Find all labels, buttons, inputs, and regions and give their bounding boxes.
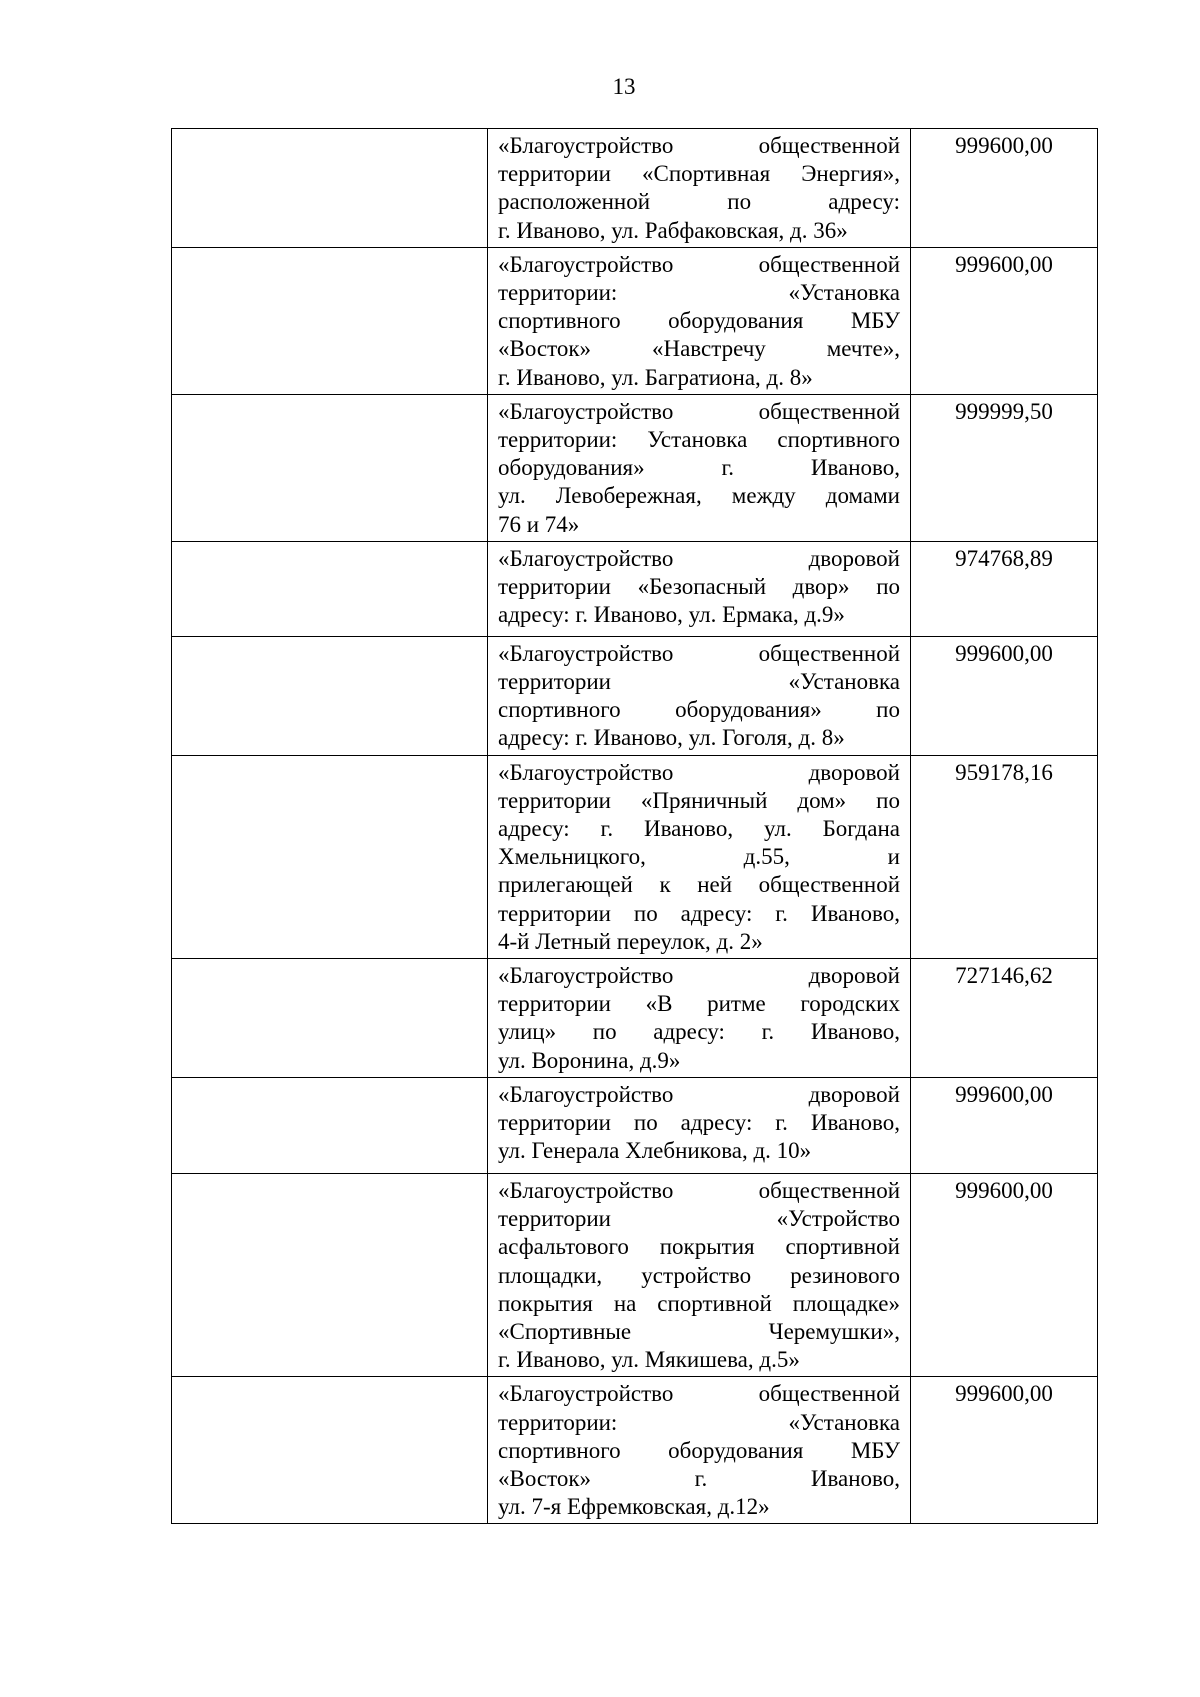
description-line: «Восток» «Навстречу мечте», [498, 336, 900, 362]
description-cell [488, 394, 911, 541]
description-line: г. Иваново, ул. Мякишева, д.5» [498, 1347, 800, 1373]
table-row [172, 1377, 1098, 1524]
description-line: адресу: г. Иваново, ул. Ермака, д.9» [498, 602, 845, 628]
table-row [172, 636, 1098, 755]
description-line: «Благоустройство дворовой [498, 963, 900, 989]
description-line: «Благоустройство общественной [498, 133, 900, 158]
description-line: «Благоустройство дворовой [498, 1081, 900, 1107]
table-row [172, 755, 1098, 958]
empty-cell [172, 959, 488, 1078]
description-cell [488, 636, 911, 755]
description-line: площадки, устройство резинового [498, 1262, 900, 1288]
description-line: оборудования» г. Иваново, [498, 455, 900, 481]
description-line: территории «В ритме городских [498, 991, 900, 1017]
amount-cell: 999600,00 [911, 1377, 1098, 1524]
description-cell [488, 129, 911, 248]
description-line: ул. 7-я Ефремковская, д.12» [498, 1494, 770, 1520]
table-row [172, 1077, 1098, 1173]
description-line: территории «Спортивная Энергия», [498, 161, 900, 187]
description-line: территории «Пряничный дом» по [498, 787, 900, 813]
description-line: расположенной по адресу: [498, 189, 900, 215]
description-line: территории: «Установка [498, 280, 900, 306]
amount-cell: 959178,16 [911, 755, 1098, 958]
amount-cell: 974768,89 [911, 541, 1098, 636]
description-line: «Благоустройство дворовой [498, 759, 900, 785]
empty-cell [172, 755, 488, 958]
empty-cell [172, 541, 488, 636]
description-line: прилегающей к ней общественной [498, 872, 900, 898]
description-line: «Благоустройство общественной [498, 251, 900, 277]
page-number: 13 [612, 74, 636, 99]
description-line: «Благоустройство общественной [498, 1177, 900, 1203]
table-row [172, 394, 1098, 541]
description-cell [488, 541, 911, 636]
description-line: г. Иваново, ул. Багратиона, д. 8» [498, 364, 813, 390]
description-line: Хмельницкого, д.55, и [498, 844, 900, 870]
description-line: территории по адресу: г. Иваново, [498, 1110, 900, 1136]
description-line: территории: Установка спортивного [498, 427, 900, 453]
amount-cell: 999600,00 [911, 1173, 1098, 1376]
table-row [172, 541, 1098, 636]
empty-cell [172, 1173, 488, 1376]
description-line: асфальтового покрытия спортивной [498, 1234, 900, 1260]
description-line: «Спортивные Черемушки», [498, 1318, 900, 1344]
empty-cell [172, 1077, 488, 1173]
description-line: спортивного оборудования МБУ [498, 1437, 900, 1463]
amount-cell: 999600,00 [911, 247, 1098, 394]
description-line: 4-й Летный переулок, д. 2» [498, 928, 763, 954]
description-cell [488, 247, 911, 394]
empty-cell [172, 1377, 488, 1524]
description-line: ул. Воронина, д.9» [498, 1047, 681, 1073]
amount-cell: 727146,62 [911, 959, 1098, 1078]
description-line: территории: «Установка [498, 1409, 900, 1435]
table-row [172, 1173, 1098, 1376]
table-body [172, 129, 1098, 1524]
description-cell [488, 959, 911, 1078]
description-line: «Восток» г. Иваново, [498, 1465, 900, 1491]
empty-cell [172, 394, 488, 541]
description-line: «Благоустройство общественной [498, 640, 900, 666]
description-cell [488, 1077, 911, 1173]
description-line: спортивного оборудования» по [498, 697, 900, 723]
amount-cell: 999600,00 [911, 636, 1098, 755]
description-line: территории по адресу: г. Иваново, [498, 900, 900, 926]
description-line: г. Иваново, ул. Рабфаковская, д. 36» [498, 217, 848, 243]
table-row [172, 247, 1098, 394]
description-line: адресу: г. Иваново, ул. Гоголя, д. 8» [498, 725, 845, 751]
description-line: территории «Установка [498, 669, 900, 695]
description-line: территории «Устройство [498, 1206, 900, 1232]
description-cell [488, 1173, 911, 1376]
description-line: улиц» по адресу: г. Иваново, [498, 1019, 900, 1045]
description-cell [488, 1377, 911, 1524]
description-line: территории «Безопасный двор» по [498, 574, 900, 600]
projects-table [171, 128, 1098, 1524]
description-line: ул. Левобережная, между домами [498, 483, 900, 509]
amount-cell: 999600,00 [911, 129, 1098, 248]
description-line: спортивного оборудования МБУ [498, 308, 900, 334]
table-row [172, 959, 1098, 1078]
description-line: покрытия на спортивной площадке» [498, 1290, 900, 1316]
description-line: ул. Генерала Хлебникова, д. 10» [498, 1138, 812, 1164]
amount-cell: 999999,50 [911, 394, 1098, 541]
description-line: «Благоустройство общественной [498, 398, 900, 424]
description-line: 76 и 74» [498, 511, 580, 537]
empty-cell [172, 636, 488, 755]
empty-cell [172, 129, 488, 248]
empty-cell [172, 247, 488, 394]
amount-cell: 999600,00 [911, 1077, 1098, 1173]
table-row [172, 129, 1098, 248]
description-line: адресу: г. Иваново, ул. Богдана [498, 816, 900, 842]
description-line: «Благоустройство общественной [498, 1381, 900, 1407]
description-cell [488, 755, 911, 958]
description-line: «Благоустройство дворовой [498, 545, 900, 571]
